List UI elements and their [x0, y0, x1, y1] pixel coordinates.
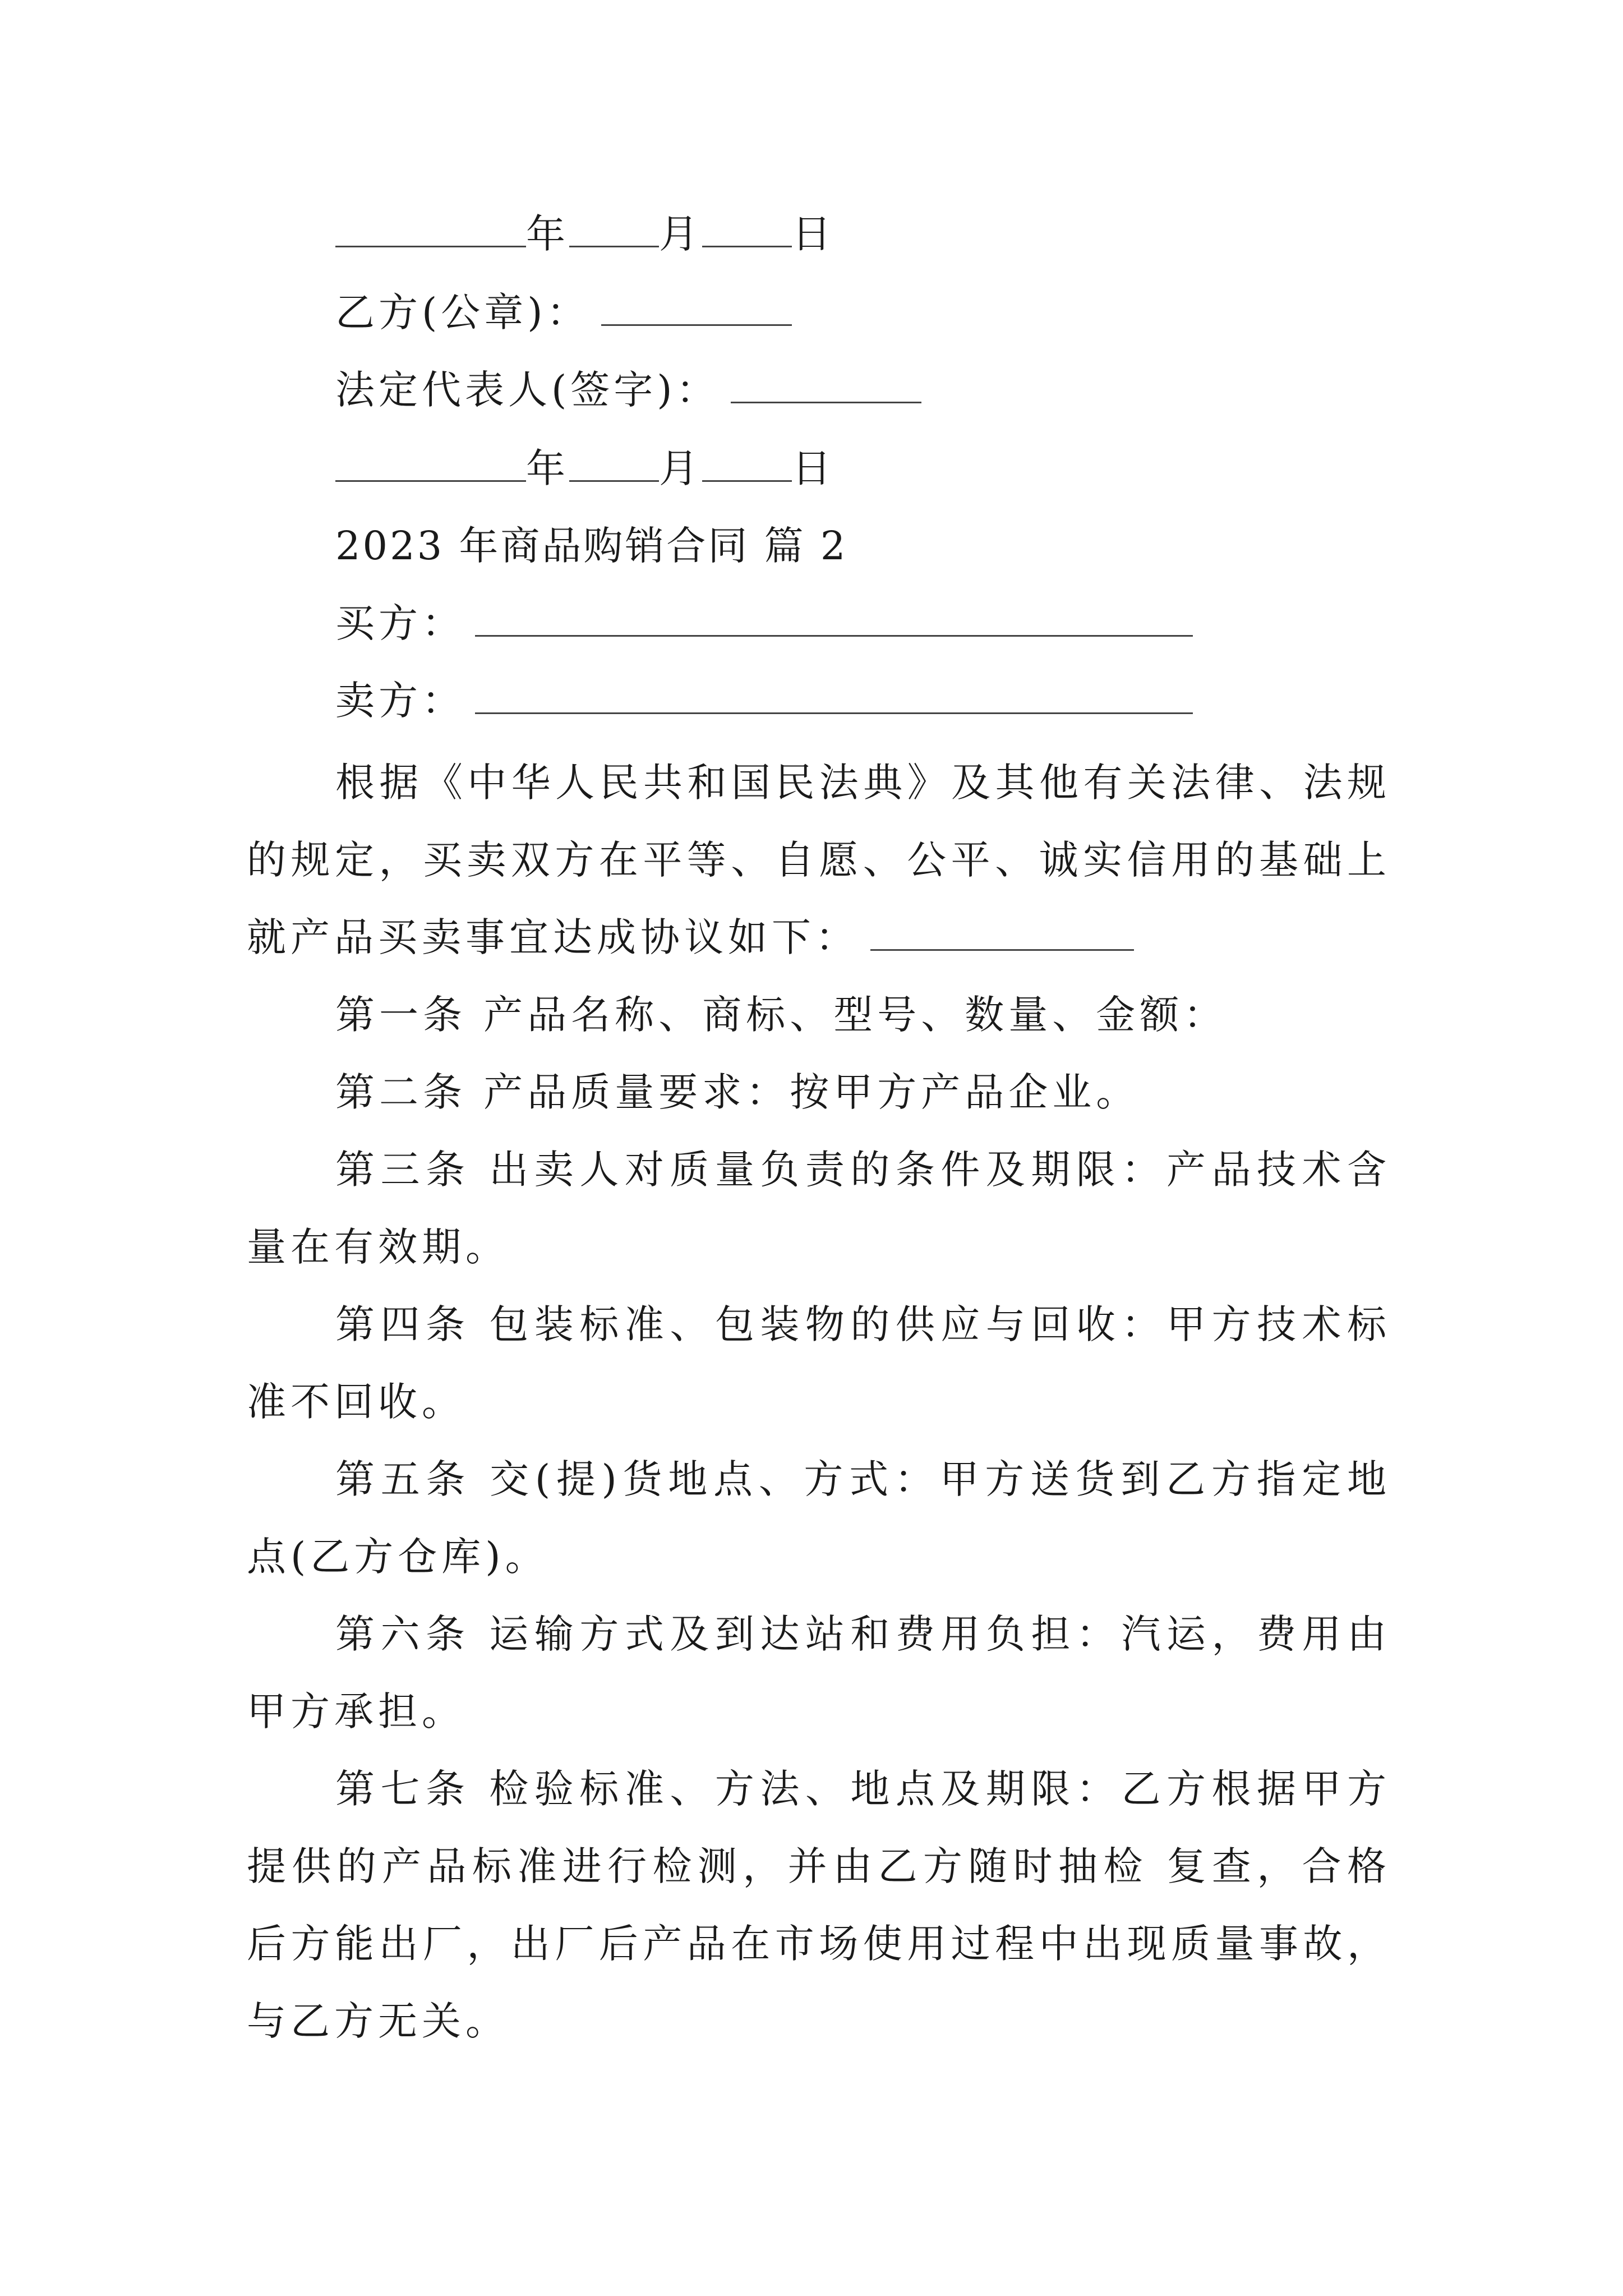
intro-paragraph: [247, 744, 1391, 976]
month-label: 月: [659, 445, 702, 491]
day-blank: [702, 449, 792, 482]
month-blank: [569, 449, 659, 482]
article-5: 第五条 交(提)货地点、方式：甲方送货到乙方指定地点(乙方仓库)。: [247, 1456, 1391, 1580]
article-2: 第二条 产品质量要求：按甲方产品企业。: [335, 1069, 1140, 1115]
contract-title: 2023 年商品购销合同 篇 2: [335, 523, 848, 569]
year-label: 年: [526, 211, 569, 257]
buyer-blank: [475, 604, 1193, 637]
buyer-label: 买方：: [335, 600, 465, 646]
month-label: 月: [659, 211, 702, 257]
intro-text: 根据《中华人民共和国民法典》及其他有关法律、法规的规定，买卖双方在平等、自愿、公平、诚实信用的基础上就产品买卖事宜达成协议如下：: [247, 760, 1391, 960]
day-label: 日: [792, 211, 835, 257]
party-b-seal-line: [335, 287, 792, 338]
seller-blank: [475, 681, 1193, 714]
year-blank: [335, 449, 526, 482]
month-blank: [569, 214, 659, 247]
year-label: 年: [526, 445, 569, 491]
legal-rep-blank: [731, 370, 921, 403]
intro-blank: [870, 918, 1134, 951]
seller-label: 卖方：: [335, 678, 465, 724]
article-7: 第七条 检验标准、方法、地点及期限：乙方根据甲方提供的产品标准进行检测，并由乙方随时抽检 复查，合格后方能出厂，出厂后产品在市场使用过程中出现质量事故，与乙方无关。: [247, 1766, 1391, 2044]
legal-rep-label: 法定代表人(签字)：: [335, 367, 720, 413]
seller-line: [335, 675, 1193, 726]
date-line-2: [335, 443, 835, 494]
article-1: 第一条 产品名称、商标、型号、数量、金额：: [335, 992, 1228, 1038]
party-b-seal-label: 乙方(公章)：: [335, 289, 590, 335]
legal-rep-line: [335, 365, 921, 415]
day-blank: [702, 214, 792, 247]
article-3: 第三条 出卖人对质量负责的条件及期限：产品技术含量在有效期。: [247, 1147, 1391, 1270]
article-6: 第六条 运输方式及到达站和费用负担：汽运，费用由甲方承担。: [247, 1611, 1391, 1734]
year-blank: [335, 214, 526, 247]
date-line-1: [335, 209, 835, 259]
article-4: 第四条 包装标准、包装物的供应与回收：甲方技术标准不回收。: [247, 1301, 1391, 1425]
day-label: 日: [792, 445, 835, 491]
buyer-line: [335, 598, 1193, 648]
party-b-seal-blank: [601, 293, 792, 326]
